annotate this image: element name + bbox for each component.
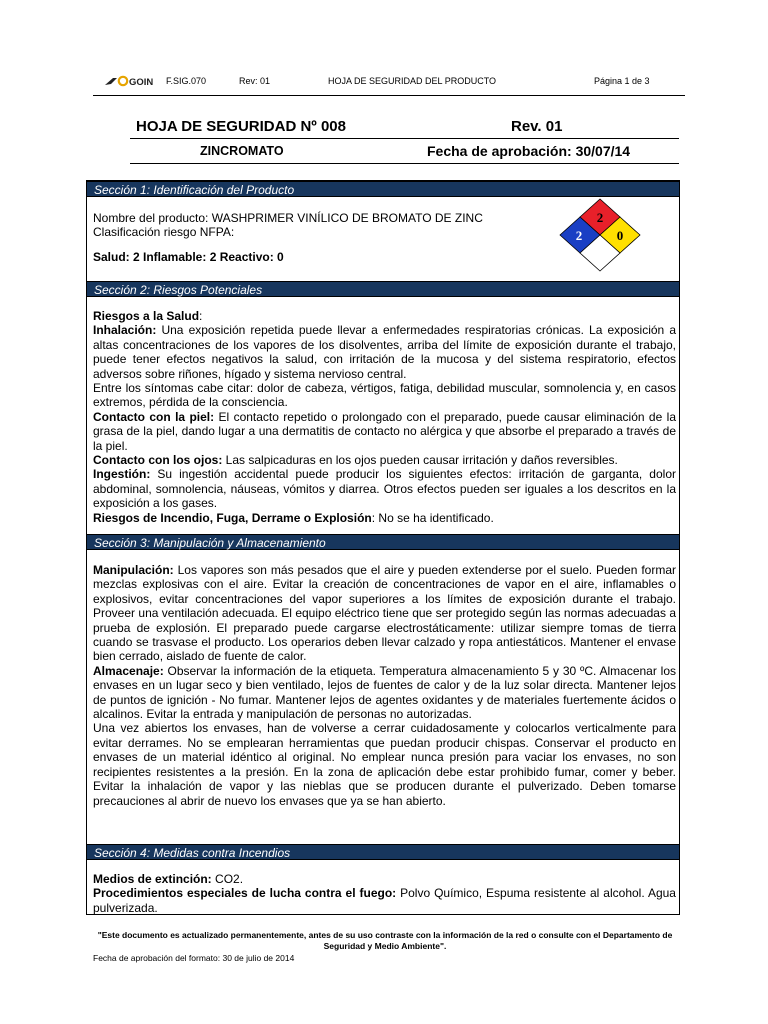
ingestion-label: Ingestión: xyxy=(93,467,151,482)
inhalation-text: Una exposición repetida puede llevar a enfermedades respiratorias crónicas. La exposición a altas concentraciones de los vapores de los disolventes, arriba del límite de exposición durante el trabajo, puede tener efectos negativos la salud, con irritación de la mucosa y del sistema respiratorio, efectos adversos sobre riñones, hígado y sistema nervioso central. xyxy=(93,323,676,381)
nfpa-ratings: Salud: 2 Inflamable: 2 Reactivo: 0 xyxy=(93,249,284,264)
containers-text: Una vez abiertos los envases, han de volverse a cerrar cuidadosamente y colocarlos verticalmente para evitar derrames. No se emplearan herramientas que puedan producir chispas. Conservar el producto en envases de un material idéntico al original. No emplear nunca presión para vaciar los envases, no son recipientes resistentes a la presión. En la zona de aplicación debe estar prohibido fumar, comer y beber. Evitar la inhalación de vapor y las nieblas que se producen durante el pulverizado. Deben tomarse precauciones al abrir de nuevo los envases que ya se han abierto. xyxy=(93,721,676,808)
form-rev: Rev: 01 xyxy=(239,76,271,86)
page-number: Página 1 de 3 xyxy=(594,76,650,86)
extinguishing-text: CO2. xyxy=(211,872,244,886)
firefighting-text: Polvo Químico, Espuma resistente al alcohol. Agua pulverizada. xyxy=(93,886,676,915)
svg-text:GOIN: GOIN xyxy=(129,77,153,88)
section-2-heading: Sección 2: Riesgos Potenciales xyxy=(87,281,679,297)
fire-risk-text: : No se ha identificado. xyxy=(371,510,494,525)
company-logo xyxy=(103,72,153,92)
storage-label: Almacenaje: xyxy=(93,663,164,678)
health-label: Riesgos a la Salud xyxy=(93,309,200,323)
nfpa-label: Clasificación riesgo NFPA: xyxy=(93,225,235,240)
approval-date: Fecha de aprobación: 30/07/14 xyxy=(427,143,631,159)
safety-sheet xyxy=(86,180,680,915)
form-code: F.SIG.070 xyxy=(166,76,207,86)
firefighting-label: Procedimientos especiales de lucha contra el fuego: xyxy=(93,886,397,901)
header-divider xyxy=(93,95,685,96)
nfpa-reactivity: 0 xyxy=(616,228,624,243)
section-2-body: Riesgos a la Salud: Inhalación: Una exposición repetida puede llevar a enfermedades respiratorias crónicas. La exposición a altas concentraciones de los vapores de los disolventes, arriba del límite de exposición durante el trabajo, puede tener efectos negativos la salud, con irritación de la mucosa y del sistema respiratorio, efectos adversos sobre riñones, hígado y sistema nervioso central. Entre los síntomas cabe citar: dolor de cabeza, vértigos, fatiga, debilidad muscular, somnolencia y, en casos extremos, pérdida de la consciencia. Contacto con la piel: El contacto repetido o prolongado con el preparado, puede causar eliminación de la grasa de la piel, dando lugar a una dermatitis de contacto no alérgica y que absorbe el preparado a través de la piel. Contacto con los ojos: Las salpicaduras en los ojos pueden causar irritación y daños reversibles. Ingestión: Su ingestión accidental puede producir los siguientes efectos: irritación de garganta, dolor abdominal, somnolencia, náuseas, vómitos y diarrea. Otros efectos pueden ser iguales a los descritos en la exposición a los gases. Riesgos de Incendio, Fuga, Derrame o Explosión: No se ha identificado. xyxy=(93,309,676,525)
section-3-body xyxy=(93,563,676,808)
handling-text: Los vapores son más pesados que el aire y pueden extenderse por el suelo. Pueden formar mezclas explosivas con el aire. Evitar la creación de concentraciones de vapor en el aire, inflamables o explosivos, evitar concentraciones del vapor superiores a los límites de exposición durante el trabajo. Proveer una ventilación adecuada. El equipo eléctrico tiene que ser protegido según las normas adecuadas a prueba de explosión. El preparado puede cargarse electrostáticamente: utilizar siempre tomas de tierra cuando se trasvase el producto. Los operarios deben llevar calzado y ropa antiestáticos. Mantener el envase bien cerrado, aislado de fuente de calor. xyxy=(93,563,676,664)
skin-text: El contacto repetido o prolongado con el preparado, puede causar eliminación de la grasa de la piel, dando lugar a una dermatitis de contacto no alérgica y que absorbe el preparado a través de la piel. xyxy=(93,409,676,453)
eyes-text: Las salpicaduras en los ojos pueden causar irritación y daños reversibles. xyxy=(222,453,618,468)
section-3-heading: Sección 3: Manipulación y Almacenamiento xyxy=(87,534,679,550)
footer-date: Fecha de aprobación del formato: 30 de julio de 2014 xyxy=(93,953,295,963)
handling-label: Manipulación: xyxy=(93,563,174,577)
product-line: Nombre del producto: WASHPRIMER VINÍLICO DE BROMATO DE ZINC xyxy=(93,211,483,225)
storage-text: Observar la información de la etiqueta. Temperatura almacenamiento 5 y 30 ºC. Almacenar los envases en un lugar seco y bien ventilado, lejos de fuentes de calor y de la luz solar directa. Mantener lejos de puntos de ignición - No fumar. Mantener lejos de agentes oxidantes y de materiales fuertemente ácidos o alcalinos. Evitar la entrada y manipulación de personas no autorizadas. xyxy=(93,663,676,722)
inhalation-label: Inhalación: xyxy=(93,323,157,338)
page-title: HOJA DE SEGURIDAD Nº 008 xyxy=(136,118,346,135)
fire-risk-label: Riesgos de Incendio, Fuga, Derrame o Explosión xyxy=(93,510,372,525)
nfpa-flammability: 2 xyxy=(596,210,604,225)
section-4-body xyxy=(93,872,676,915)
nfpa-diamond xyxy=(556,197,644,277)
title-divider-2 xyxy=(130,163,679,164)
eyes-label: Contacto con los ojos: xyxy=(93,453,223,468)
product-name: ZINCROMATO xyxy=(200,144,284,158)
symptoms-text: Entre los síntomas cabe citar: dolor de cabeza, vértigos, fatiga, debilidad muscular, somnolencia y, en casos extremos, pérdida de la consciencia. xyxy=(93,381,676,410)
nfpa-health: 2 xyxy=(575,228,583,243)
title-divider xyxy=(130,138,679,139)
extinguishing-label: Medios de extinción: xyxy=(93,872,212,886)
section-4-heading: Sección 4: Medidas contra Incendios xyxy=(87,844,679,860)
section-1-heading: Sección 1: Identificación del Producto xyxy=(87,181,679,197)
skin-label: Contacto con la piel: xyxy=(93,409,215,424)
ingestion-text: Su ingestión accidental puede producir los siguientes efectos: irritación de garganta, dolor abdominal, somnolencia, náuseas, vómitos y diarrea. Otros efectos pueden ser iguales a los descritos en la exposición a los gases. xyxy=(93,467,676,511)
title-rev: Rev. 01 xyxy=(511,118,563,135)
footer-note: "Este documento es actualizado permanentemente, antes de su uso contraste con la información de la red o consulte con el Departamento de Seguridad y Medio Ambiente". xyxy=(97,930,673,951)
doc-title: HOJA DE SEGURIDAD DEL PRODUCTO xyxy=(328,76,497,86)
